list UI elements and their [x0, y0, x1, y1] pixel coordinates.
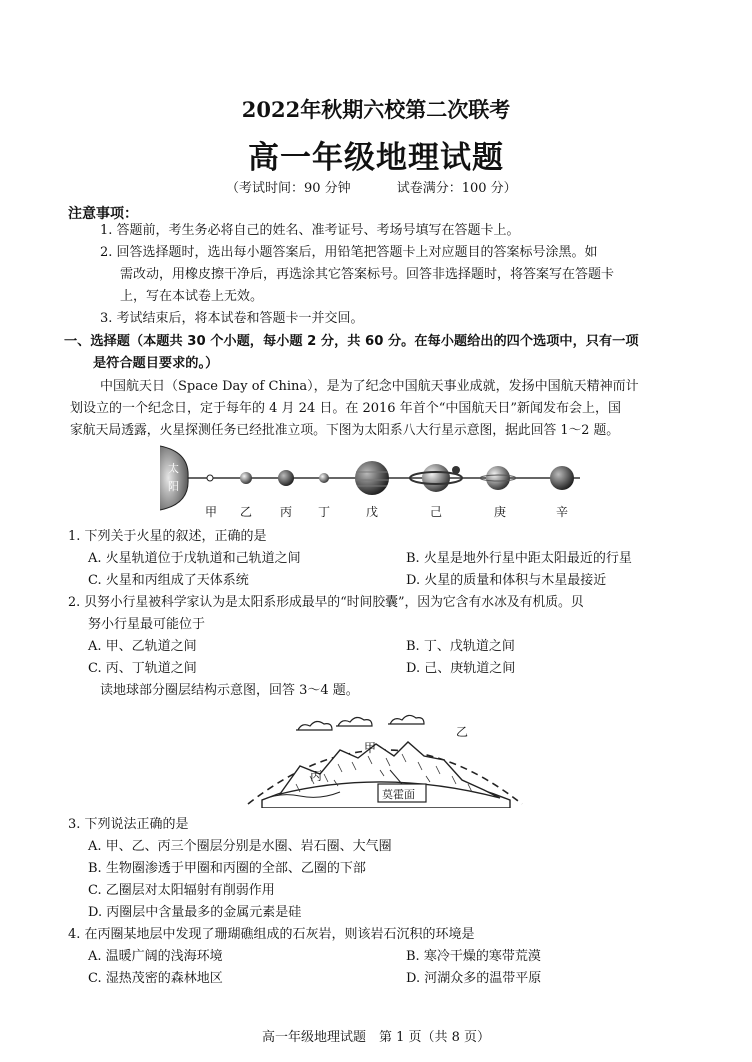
planet-bing	[278, 470, 294, 486]
label-xin: 辛	[556, 505, 569, 519]
page-footer: 高一年级地理试题 第 1 页（共 8 页）	[261, 1030, 491, 1045]
q1-option-a: A. 火星轨道位于戊轨道和己轨道之间	[88, 551, 301, 566]
full-score: 试卷满分：100 分）	[396, 181, 517, 196]
note-item-2-line-3: 上，写在本试卷上无效。	[120, 289, 264, 304]
q3-stem: 3. 下列说法正确的是	[68, 817, 189, 832]
section-heading-line-2: 是符合题目要求的。）	[93, 356, 219, 371]
planet-geng	[486, 466, 510, 490]
passage1-line-1: 中国航天日（Space Day of China），是为了纪念中国航天事业成就，发扬中国航天精神而计	[100, 379, 639, 394]
q4-option-d: D. 河湖众多的温带平原	[406, 971, 542, 986]
q2-stem-line-1: 2. 贝努小行星被科学家认为是太阳系形成最早的“时间胶囊”，因为它含有水冰及有机质。贝	[68, 595, 584, 610]
q3-option-c: C. 乙圈层对太阳辐射有削弱作用	[88, 883, 275, 898]
subject-title: 高一年级地理试题	[248, 140, 504, 176]
earth-layers-figure	[240, 704, 530, 808]
q4-option-a: A. 温暖广阔的浅海环境	[88, 949, 223, 964]
moho-label: 莫霍面	[382, 788, 415, 801]
label-yi: 乙	[240, 505, 253, 519]
label-ding: 丁	[318, 505, 331, 519]
q2-option-a: A. 甲、乙轨道之间	[88, 639, 197, 654]
note-item-1: 1. 答题前，考生务必将自己的姓名、准考证号、考场号填写在答题卡上。	[100, 223, 520, 238]
planet-jia	[207, 475, 213, 481]
note-item-3: 3. 考试结束后，将本试卷和答题卡一并交回。	[100, 311, 364, 326]
exam-time: （考试时间：90 分钟	[226, 181, 351, 196]
planet-xin	[550, 466, 574, 490]
q4-option-b: B. 寒冷干燥的寒带荒漠	[406, 949, 541, 964]
sun-label-2: 阳	[168, 480, 179, 493]
passage1-line-2: 划设立的一个纪念日，定于每年的 4 月 24 日。在 2016 年首个“中国航天日”新闻发布会上，国	[70, 401, 621, 416]
label-jia: 甲	[205, 505, 218, 519]
q1-option-d: D. 火星的质量和体积与木星最接近	[406, 573, 607, 588]
label-yi-layer: 乙	[456, 725, 469, 739]
q2-option-b: B. 丁、戊轨道之间	[406, 639, 515, 654]
label-ji: 己	[430, 505, 443, 519]
planet-ji	[422, 464, 450, 492]
sun-label-1: 太	[168, 462, 179, 475]
q1-option-b: B. 火星是地外行星中距太阳最近的行星	[406, 551, 632, 566]
label-jia-layer: 甲	[364, 741, 377, 755]
q3-option-d: D. 丙圈层中含量最多的金属元素是硅	[88, 905, 302, 920]
q4-option-c: C. 湿热茂密的森林地区	[88, 971, 223, 986]
q2-stem-line-2: 努小行星最可能位于	[88, 617, 206, 632]
q3-option-b: B. 生物圈渗透于甲圈和丙圈的全部、乙圈的下部	[88, 861, 366, 876]
solar-system-figure	[160, 444, 590, 522]
q2-option-d: D. 己、庚轨道之间	[406, 661, 516, 676]
planet-yi	[240, 472, 252, 484]
q3-option-a: A. 甲、乙、丙三个圈层分别是水圈、岩石圈、大气圈	[88, 839, 392, 854]
q1-option-c: C. 火星和丙组成了天体系统	[88, 573, 249, 588]
section-heading-line-1: 一、选择题（本题共 30 个小题，每小题 2 分，共 60 分。在每小题给出的四个选项中，只有一项	[64, 334, 639, 349]
cloud-icons	[296, 715, 424, 730]
note-item-2-line-2: 需改动，用橡皮擦干净后，再选涂其它答案标号。回答非选择题时，将答案写在答题卡	[120, 267, 615, 282]
planet-ding	[319, 473, 329, 483]
planet-wu	[355, 461, 389, 495]
passage1-line-3: 家航天局透露，火星探测任务已经批准立项。下图为太阳系八大行星示意图，据此回答 1～2 题。	[70, 423, 620, 438]
exam-meta	[226, 177, 517, 196]
exam-title: 2022年秋期六校第二次联考	[241, 97, 511, 122]
label-bing: 丙	[280, 505, 293, 519]
q1-stem: 1. 下列关于火星的叙述，正确的是	[68, 529, 267, 544]
note-item-2-line-1: 2. 回答选择题时，选出每小题答案后，用铅笔把答题卡上对应题目的答案标号涂黑。如	[100, 245, 598, 260]
label-wu: 戊	[366, 505, 379, 519]
q4-stem: 4. 在丙圈某地层中发现了珊瑚礁组成的石灰岩，则该岩石沉积的环境是	[68, 927, 475, 942]
q2-option-c: C. 丙、丁轨道之间	[88, 661, 197, 676]
notes-heading: 注意事项：	[68, 206, 138, 222]
label-geng: 庚	[494, 505, 507, 519]
label-bing-layer: 丙	[310, 769, 323, 783]
passage2: 读地球部分圈层结构示意图，回答 3～4 题。	[100, 683, 359, 698]
